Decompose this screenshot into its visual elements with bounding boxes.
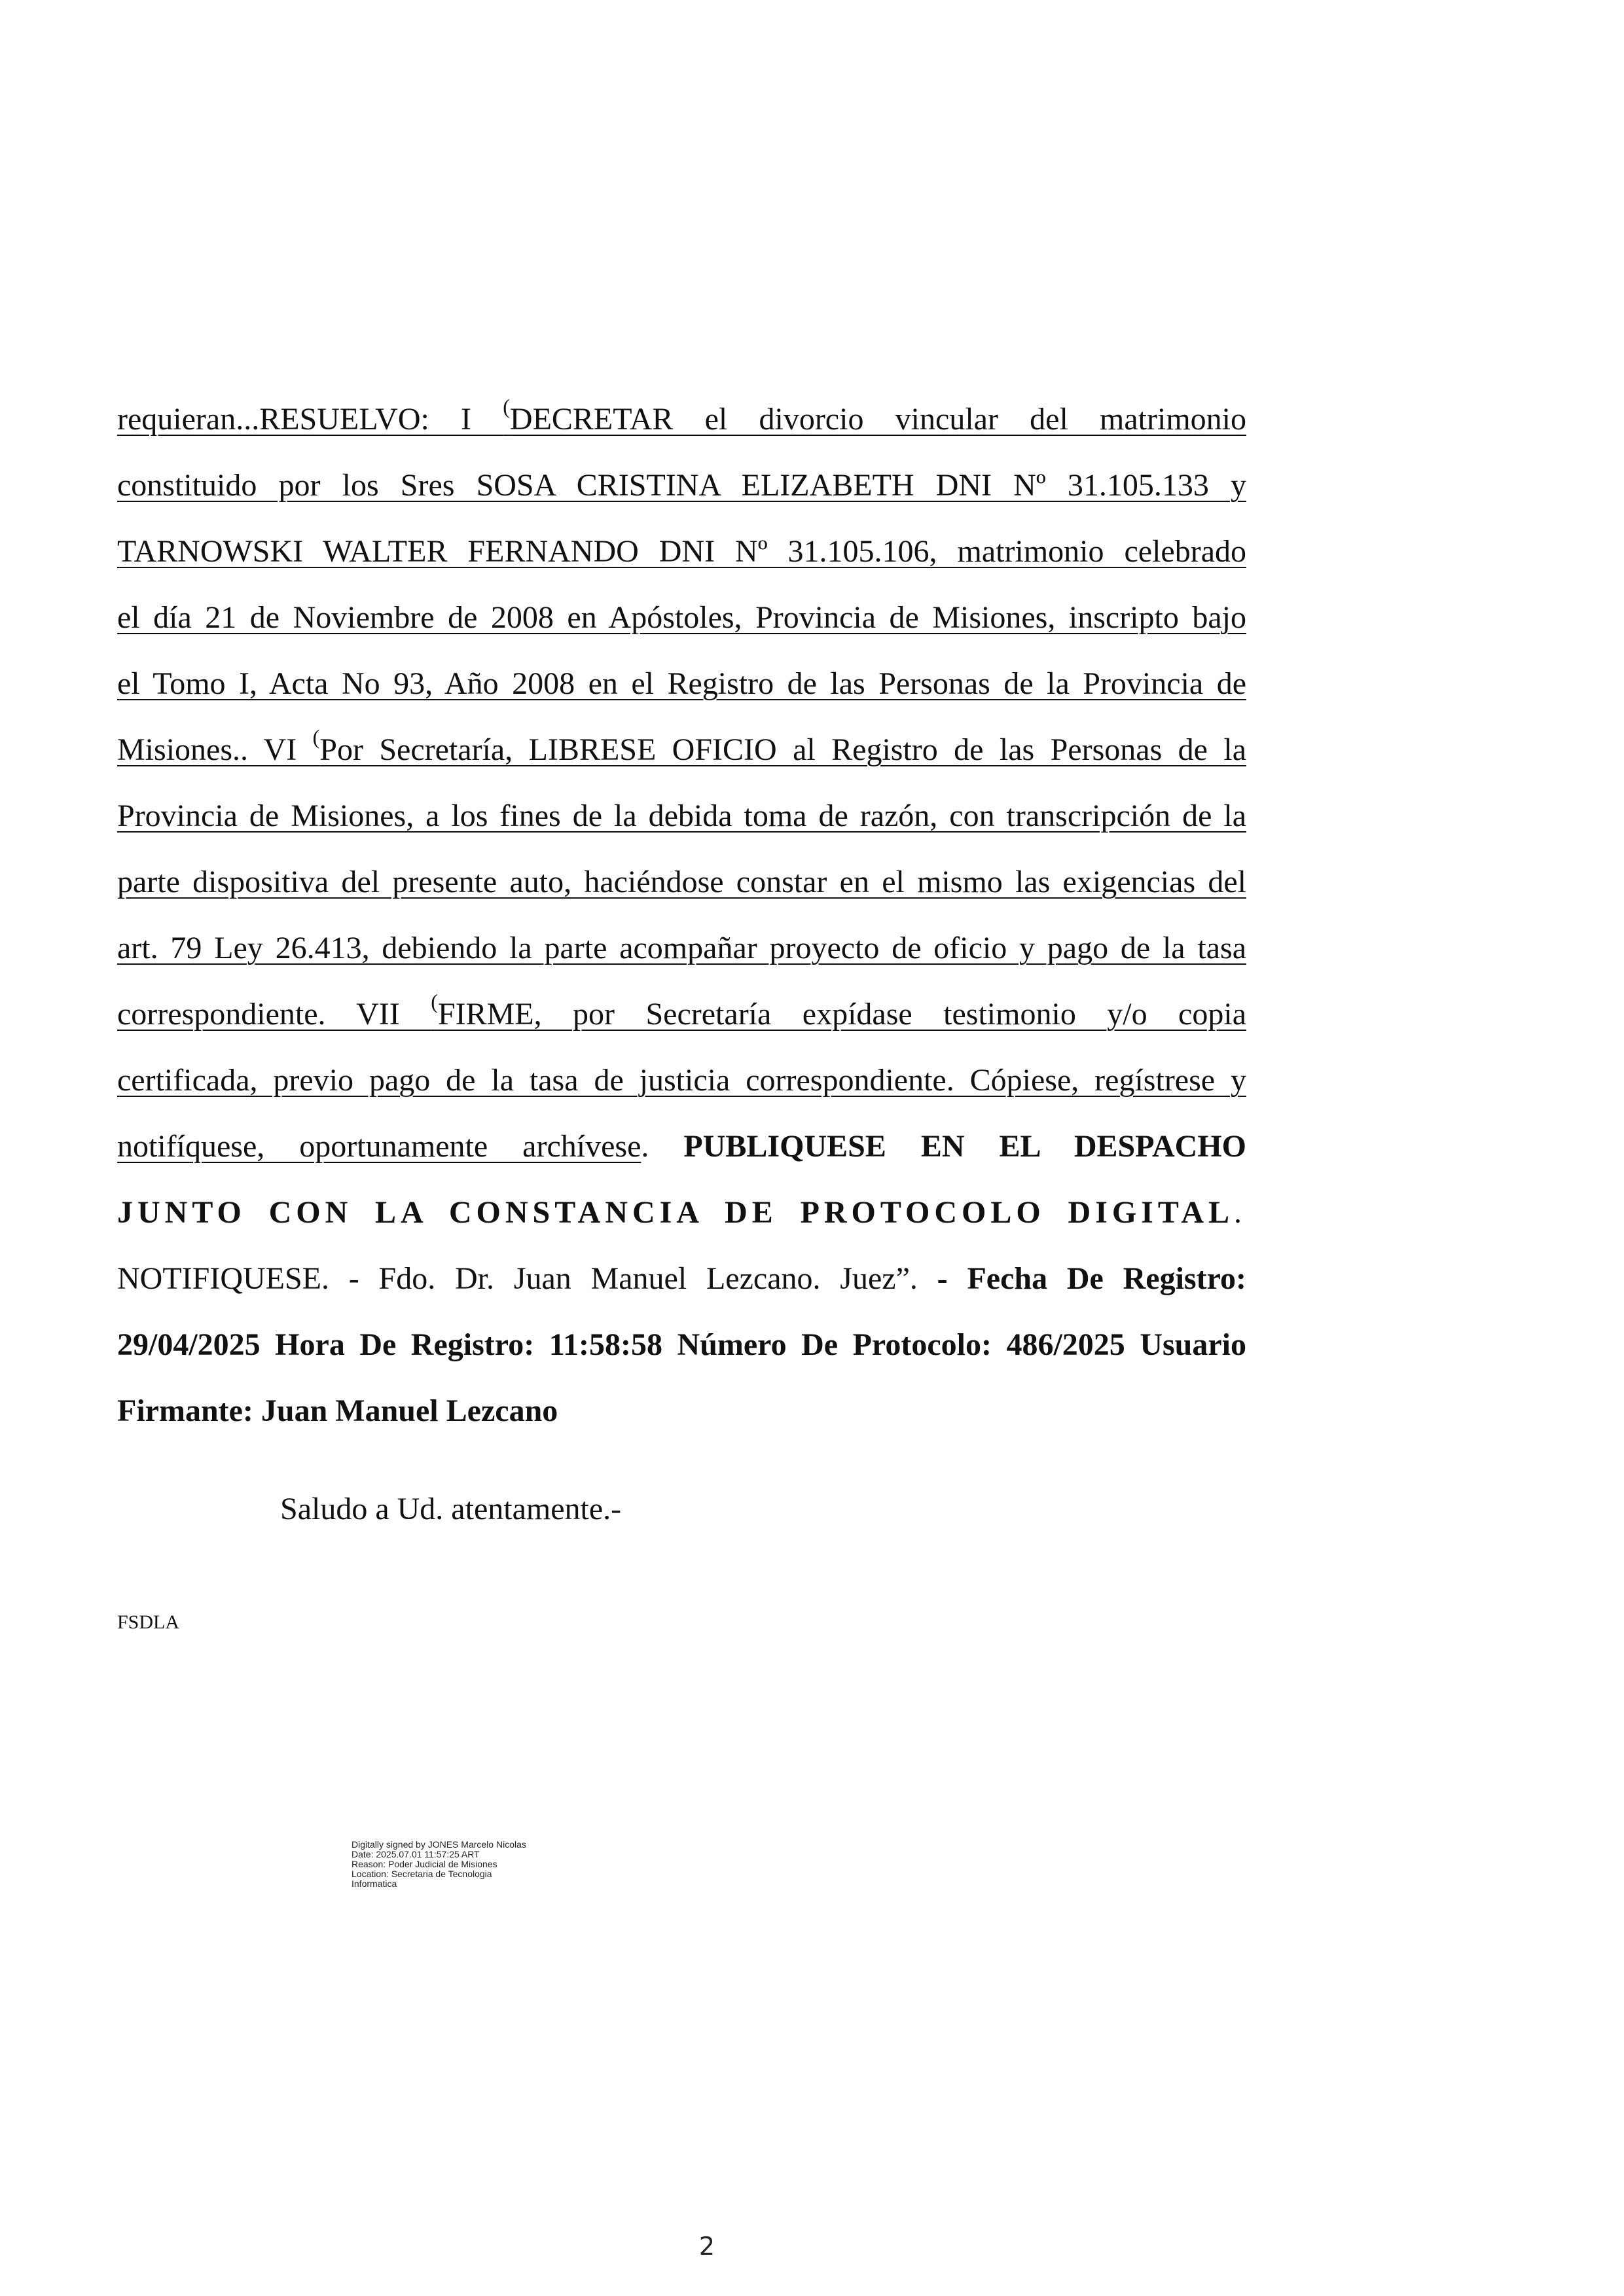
line-12-separator: . [641,1129,684,1164]
signature-reason: Reason: Poder Judicial de Misiones [352,1859,497,1869]
body-line-13 [117,1179,1246,1246]
signature-signed-by: Digitally signed by JONES Marcelo Nicolas [352,1839,526,1850]
line-6-parenthesis: ( [312,725,320,749]
body-line-1 [117,386,1246,452]
body-line-12 [117,1113,1246,1179]
body-line-15 [117,1312,1246,1378]
line-15-bold-text: 29/04/2025 Hora De Registro: 11:58:58 Número De Protocolo: 486/2025 Usuario [117,1327,1246,1362]
line-14-text: NOTIFIQUESE. - Fdo. Dr. Juan Manuel Lezcano. Juez”. [117,1261,937,1296]
line-13-bold-text: JUNTO CON LA CONSTANCIA DE PROTOCOLO DIGITAL [117,1195,1234,1230]
body-line-3 [117,518,1246,584]
page-number: 2 [698,2232,715,2261]
line-16-bold-text: Firmante: Juan Manuel Lezcano [117,1393,558,1428]
line-12-underlined-text: notifíquese, oportunamente archívese [117,1129,641,1164]
line-11-text: certificada, previo pago de la tasa de justicia correspondiente. Cópiese, regístrese y [117,1063,1246,1098]
body-line-7 [117,783,1246,849]
line-12-bold-text: PUBLIQUESE EN EL DESPACHO [683,1129,1247,1164]
line-1-text-b: DECRETAR el divorcio vincular del matrimonio [509,402,1247,437]
body-line-11 [117,1047,1246,1113]
line-7-text: Provincia de Misiones, a los fines de la debida toma de razón, con transcripción de la [117,798,1246,833]
line-3-text: TARNOWSKI WALTER FERNANDO DNI Nº 31.105.106, matrimonio celebrado [117,534,1246,569]
line-6-text-b: Por Secretaría, LIBRESE OFICIO al Registro de las Personas de la [319,732,1247,767]
line-1-text-a: requieran...RESUELVO: I [117,402,503,437]
signature-date: Date: 2025.07.01 11:57:25 ART [352,1849,480,1859]
line-1-parenthesis: ( [503,395,510,418]
body-line-9 [117,915,1246,981]
author-initials: FSDLA [117,1611,180,1633]
body-line-2 [117,452,1246,518]
line-9-text: art. 79 Ley 26.413, debiendo la parte acompañar proyecto de oficio y pago de la tasa [117,931,1246,965]
line-5-text: el Tomo I, Acta No 93, Año 2008 en el Registro de las Personas de la Provincia de [117,666,1246,701]
line-6-text-a: Misiones.. VI [117,732,313,767]
body-line-10 [117,981,1246,1047]
line-10-parenthesis: ( [431,990,438,1013]
line-13-period: . [1234,1195,1246,1230]
line-8-text: parte dispositiva del presente auto, haciéndose constar en el mismo las exigencias del [117,865,1246,899]
body-line-4 [117,584,1246,651]
body-line-6 [117,717,1246,783]
line-10-text-b: FIRME, por Secretaría expídase testimonio y/o copia [437,997,1246,1031]
line-2-text: constituido por los Sres SOSA CRISTINA ELIZABETH DNI Nº 31.105.133 y [117,468,1246,503]
line-4-text: el día 21 de Noviembre de 2008 en Apóstoles, Provincia de Misiones, inscripto bajo [117,600,1246,635]
line-10-text-a: correspondiente. VII [117,997,431,1031]
signature-location: Location: Secretaria de Tecnologia [352,1869,492,1879]
body-line-14 [117,1246,1246,1312]
body-line-8 [117,849,1246,915]
resolution-body [117,386,1246,1444]
signature-location-continued: Informatica [352,1878,397,1889]
body-line-16 [117,1378,1246,1444]
digital-signature-block [352,1840,526,1889]
line-14-bold-text: - Fecha De Registro: [937,1261,1246,1296]
body-line-5 [117,651,1246,717]
closing-salutation: Saludo a Ud. atentamente.- [280,1492,622,1526]
